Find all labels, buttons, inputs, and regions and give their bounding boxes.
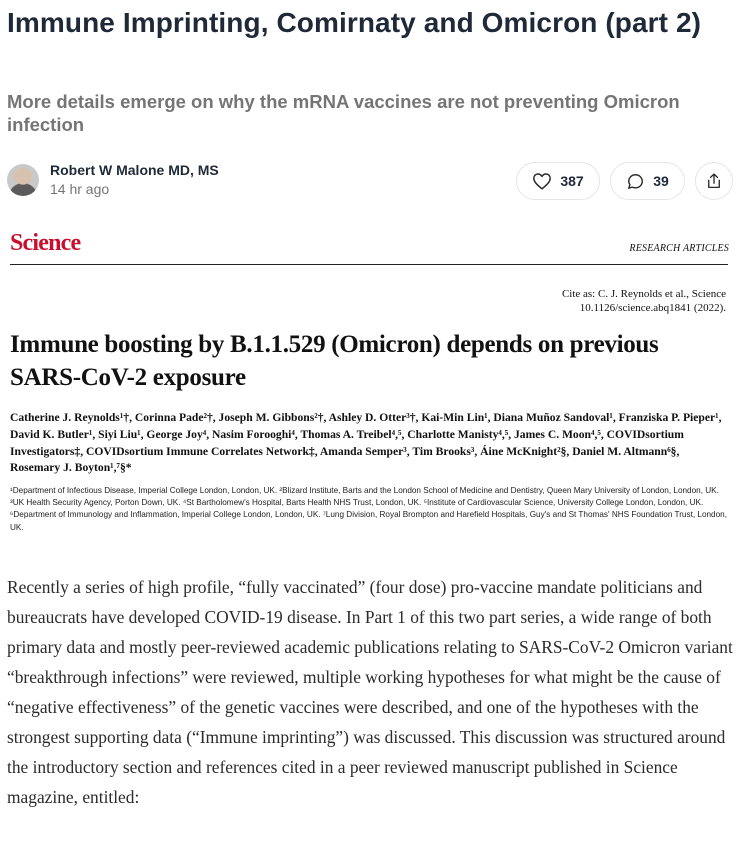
article-figure-image[interactable]	[5, 218, 736, 551]
author-avatar[interactable]	[7, 164, 39, 196]
figure-citation	[506, 287, 726, 315]
like-button[interactable]	[516, 162, 600, 200]
figure-author-list: Catherine J. Reynolds¹†, Corinna Pade²†, Joseph M. Gibbons²†, Ashley D. Otter³†, Kai-Min Lin¹, Diana Muñoz Sandoval¹, Franziska P. Pieper¹, David K. Butler¹, Siyi Liu¹, George Joy⁴, Nasim Forooghi⁴, Thomas A. Treibel⁴,⁵, Charlotte Manisty⁴,⁵, James C. Moon⁴,⁵, COVIDsortium Investigators‡, COVIDsortium Immune Correlates Network‡, Amanda Semper³, Tim Brooks³, Áine McKnight²§, Daniel M. Altmann⁶§, Rosemary J. Boyton¹,⁷§*	[10, 411, 722, 475]
comment-button[interactable]	[610, 162, 685, 200]
figure-paper-title: Immune boosting by B.1.1.529 (Omicron) depends on previous SARS-CoV-2 exposure	[10, 331, 659, 391]
figure-affiliations: ¹Department of Infectious Disease, Imperial College London, London, UK. ²Blizard Institute, Barts and the London School of Medicine and Dentistry, Queen Mary University of London, London, UK. ³UK Health Security Agency, Porton Down, UK. ⁴St Bartholomew's Hospital, Barts Health NHS Trust, London, UK. ⁵Institute of Cardiovascular Science, University College London, London, UK. ⁶Department of Immunology and Inflammation, Imperial College London, London, UK. ⁷Lung Division, Royal Brompton and Harefield Hospitals, Guy's and St Thomas' NHS Foundation Trust, London, UK.	[10, 486, 727, 532]
post-timestamp: 14 hr ago	[50, 181, 110, 197]
heart-icon	[532, 172, 552, 190]
author-name[interactable]: Robert W Malone MD, MS	[50, 162, 219, 178]
post-subtitle: More details emerge on why the mRNA vaccines are not preventing Omicron infection	[7, 91, 680, 135]
byline	[7, 160, 737, 204]
share-icon	[705, 172, 723, 190]
share-button[interactable]	[695, 162, 733, 200]
speech-bubble-icon	[626, 172, 645, 191]
comment-count: 39	[653, 173, 669, 189]
citation-line-1: Cite as: C. J. Reynolds et al., Science	[561, 288, 726, 300]
like-count: 387	[560, 173, 584, 189]
post-title: Immune Imprinting, Comirnaty and Omicron (part 2)	[7, 7, 702, 38]
citation-line-2: 10.1126/science.abq1841 (2022).	[579, 302, 726, 314]
figure-divider	[10, 264, 728, 265]
science-logo: Science	[10, 230, 81, 256]
body-paragraph: Recently a series of high profile, “fully vaccinated” (four dose) pro-vaccine mandate politicians and bureaucrats have developed COVID-19 disease. In Part 1 of this two part series, a wide range of both primary data and mostly peer-reviewed academic publications relating to SARS-CoV-2 Omicron variant “breakthrough infections” were reviewed, multiple working hypotheses for what might be the cause of “negative effectiveness” of the genetic vaccines were described, and one of the hypotheses with the strongest supporting data (“Immune imprinting”) was discussed. This discussion was structured around the introductory section and references cited in a peer reviewed manuscript published in Science magazine, entitled:	[7, 577, 733, 807]
figure-section-label: RESEARCH ARTICLES	[629, 243, 729, 254]
